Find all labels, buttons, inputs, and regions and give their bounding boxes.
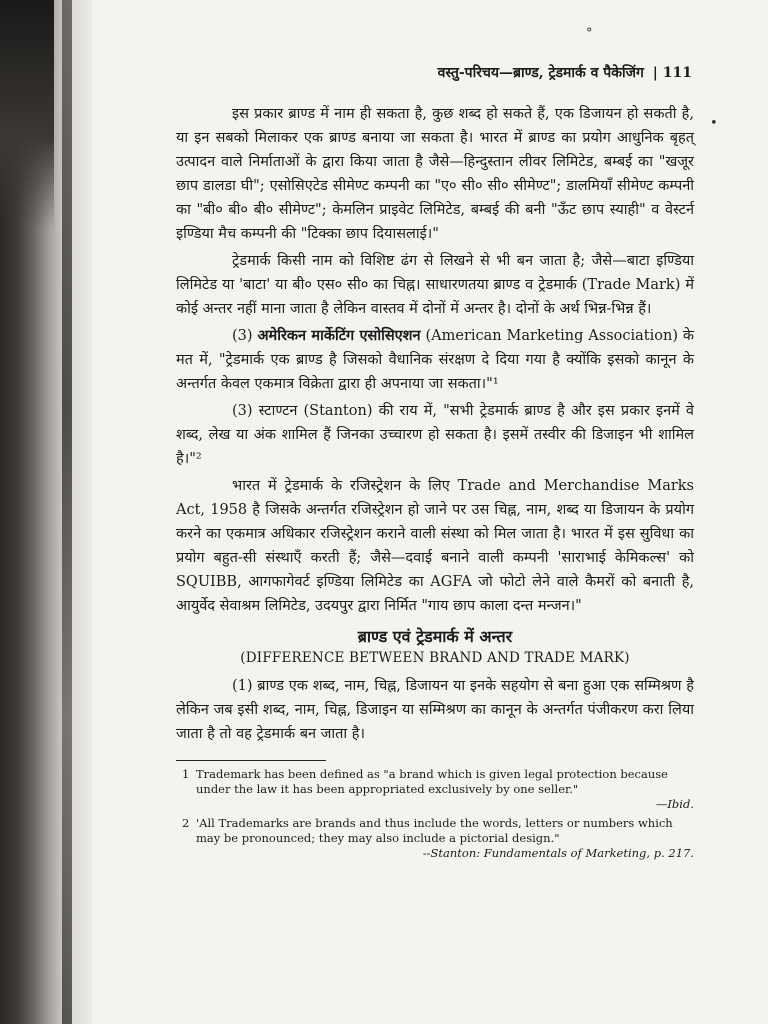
margin-dot: • xyxy=(710,116,718,131)
footnote-rule xyxy=(176,760,326,761)
paragraph-point-1: (1) ब्राण्ड एक शब्द, नाम, चिह्न, डिजायन या इनके सहयोग से बना हुआ एक सम्मिश्रण है लेकिन जब इसी शब्द, नाम, चिह्न, डिजाइन या सम्मिश्रण का कानून के अन्तर्गत पंजीकरण करा लिया जाता है तो वह ट्रेडमार्क बन जाता है। xyxy=(176,678,694,742)
running-head xyxy=(176,62,694,84)
footnote-source: --Stanton: Fundamentals of Marketing, p. 217. xyxy=(422,846,694,860)
footnote-number: 1 xyxy=(182,767,190,781)
ama-label: अमेरिकन मार्केटिंग एसोसिएशन xyxy=(257,327,421,344)
paragraph-stanton-definition: (3) स्टाण्टन (Stanton) की राय में, "सभी ट्रेडमार्क ब्राण्ड है और इस प्रकार इनमें वे शब्द, लेख या अंक शामिल हैं जिनका उच्चारण हो सकता है। इसमें तस्वीर की डिजाइन भी शामिल है।"² xyxy=(176,403,694,467)
paragraph-ama-definition xyxy=(176,324,694,396)
running-head-title: वस्तु-परिचय—ब्राण्ड, ट्रेडमार्क व पैकेजिंग xyxy=(437,65,644,81)
section-heading: ब्राण्ड एवं ट्रेडमार्क में अन्तर xyxy=(357,627,513,646)
footnote-text: Trademark has been defined as "a brand which is given legal protection because under the law it has been appropriated exclusively by one seller." xyxy=(196,767,668,796)
page-content xyxy=(176,62,694,865)
book-binding-edge xyxy=(0,0,92,1024)
footnote-1 xyxy=(176,767,694,812)
ama-text: (American Marketing Association) के मत में, "ट्रेडमार्क एक ब्राण्ड है जिसको वैधानिक संरक्षण दे दिया गया है क्योंकि इसको कानून के अन्तर्गत केवल एकमात्र विक्रेता द्वारा ही अपनाया जा सकता।"¹ xyxy=(176,328,695,392)
footnote-text: 'All Trademarks are brands and thus include the words, letters or numbers which may be pronounced; they may also include a pictorial design." xyxy=(196,816,673,845)
page-number: | 111 xyxy=(652,65,692,81)
paragraph-india-registration: भारत में ट्रेडमार्क के रजिस्ट्रेशन के लिए Trade and Merchandise Marks Act, 1958 है जिसके अन्तर्गत रजिस्ट्रेशन हो जाने पर उस चिह्न, नाम, शब्द या डिजायन के प्रयोग करने का एकमात्र अधिकार रजिस्ट्रेशन कराने वाली संस्था को मिल जाता है। भारत में इस सुविधा का प्रयोग बहुत-सी संस्थाएँ करती हैं; जैसे—दवाई बनाने वाली कम्पनी 'साराभाई केमिकल्स' को SQUIBB, आगफागेवर्ट इण्डिया लिमिटेड का AGFA जो फोटो लेने वाले कैमरों को बनाती है, आयुर्वेद सेवाश्रम लिमिटेड, उदयपुर द्वारा निर्मित "गाय छाप काला दन्त मन्जन।" xyxy=(176,478,694,614)
ama-prefix: (3) xyxy=(232,328,253,344)
section-subheading: (DIFFERENCE BETWEEN BRAND AND TRADE MARK) xyxy=(240,650,630,666)
footnote-2 xyxy=(176,816,694,861)
paragraph-brand-examples: इस प्रकार ब्राण्ड में नाम ही सकता है, कुछ शब्द हो सकते हैं, एक डिजायन हो सकती है, या इन सबको मिलाकर एक ब्राण्ड बनाया जा सकता है। भारत में ब्राण्ड का प्रयोग आधुनिक बृहत् उत्पादन वाले निर्माताओं के द्वारा किया जाता है जैसे—हिन्दुस्तान लीवर लिमिटेड, बम्बई का "खजूर छाप डालडा घी"; एसोसिएटेड सीमेण्ट कम्पनी का "ए० सी० सी० सीमेण्ट"; डालमियाँ सीमेण्ट कम्पनी का "बी० बी० बी० सीमेण्ट"; केमलिन प्राइवेट लिमिटेड, बम्बई की बनी "ऊँट छाप स्याही" व वेस्टर्न इण्डिया मैच कम्पनी की "टिक्का छाप दियासलाई।" xyxy=(176,106,694,242)
footnote-source: —Ibid. xyxy=(655,797,694,811)
footnote-number: 2 xyxy=(182,816,190,830)
top-margin-mark: ° xyxy=(586,26,593,41)
paragraph-trademark-intro: ट्रेडमार्क किसी नाम को विशिष्ट ढंग से लिखने से भी बन जाता है; जैसे—बाटा इण्डिया लिमिटेड या 'बाटा' या बी० एस० सी० का चिह्न। साधारणतया ब्राण्ड व ट्रेडमार्क (Trade Mark) में कोई अन्तर नहीं माना जाता है लेकिन वास्तव में दोनों में अन्तर है। दोनों के अर्थ भिन्न-भिन्न हैं। xyxy=(176,253,694,317)
